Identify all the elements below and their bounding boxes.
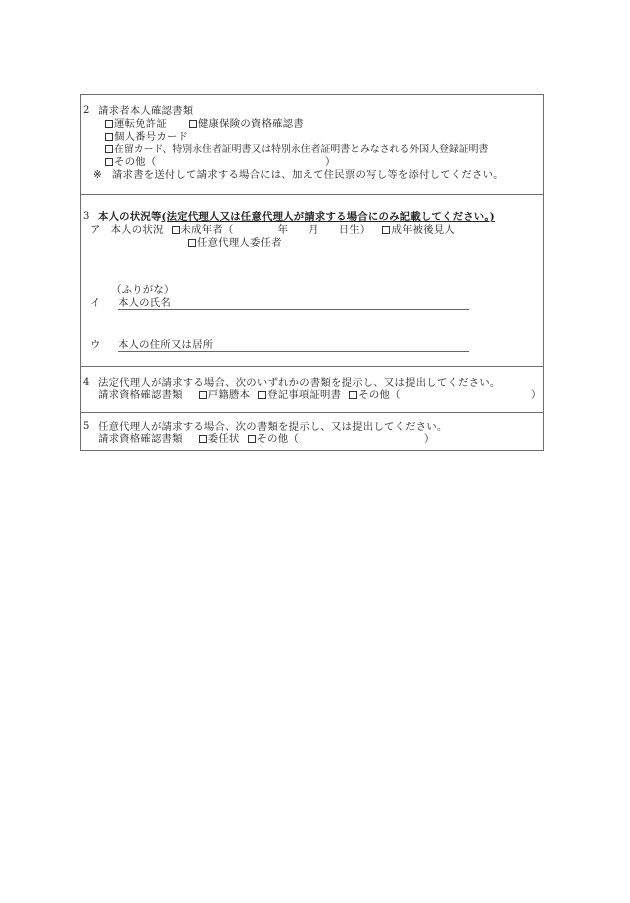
section-5-number: 5 (83, 421, 90, 432)
section-5-other-close-paren: ） (424, 433, 435, 445)
section-2-number: 2 (83, 105, 90, 116)
principal-name-label: 本人の氏名 (118, 297, 171, 309)
item-u-mark: ウ (90, 339, 101, 351)
principal-name-field[interactable] (118, 309, 469, 310)
voluntary-agent-principal-option[interactable]: 任意代理人委任者 (188, 237, 282, 249)
item-a-mark: ア (90, 224, 101, 236)
principal-address-label: 本人の住所又は居所 (118, 339, 214, 351)
checkbox-icon[interactable] (349, 391, 357, 399)
birth-year-label: 年 (277, 224, 289, 236)
section-2-other-close-paren: ） (325, 156, 336, 168)
reference-mark: ※ (93, 169, 102, 181)
section-3-heading (98, 211, 495, 223)
section-5-documents-row (98, 433, 299, 445)
registry-certificate-option[interactable]: 登記事項証明書 (258, 389, 341, 401)
section-2-other-option[interactable]: その他（ (105, 156, 156, 168)
section-3-number: 3 (83, 211, 90, 222)
checkbox-icon[interactable] (172, 226, 180, 234)
section-3-title: 本人の状況等 (98, 211, 162, 223)
residence-card-option[interactable]: 在留カード、特別永住者証明書又は特別永住者証明書とみなされる外国人登録証明書 (105, 144, 488, 156)
checkbox-icon[interactable] (258, 391, 266, 399)
power-of-attorney-option[interactable]: 委任状 (199, 433, 240, 445)
section-4-number: 4 (83, 377, 90, 388)
checkbox-icon[interactable] (199, 435, 207, 443)
checkbox-icon[interactable] (189, 120, 197, 128)
section-4-doc-label: 請求資格確認書類 (98, 389, 183, 401)
section-5-text: 任意代理人が請求する場合、次の書類を提示し、又は提出してください。 (98, 421, 448, 433)
checkbox-icon[interactable] (248, 435, 256, 443)
section-2-row-1 (105, 118, 304, 130)
checkbox-icon[interactable] (199, 391, 207, 399)
principal-status-row (90, 224, 455, 236)
section-4-documents-row (98, 389, 401, 401)
checkbox-icon[interactable] (188, 239, 196, 247)
family-register-option[interactable]: 戸籍謄本 (199, 389, 250, 401)
checkbox-icon[interactable] (105, 145, 113, 153)
adult-guardian-option[interactable]: 成年被後見人 (382, 224, 455, 236)
minor-option[interactable]: 未成年者（ (172, 224, 234, 236)
section-3-title-note: (法定代理人又は任意代理人が請求する場合にのみ記載してください。) (161, 211, 495, 223)
section-2-note: ※ 請求書を送付して請求する場合には、加えて住民票の写し等を添付してください。 (93, 169, 504, 181)
request-form-box (80, 94, 544, 451)
principal-address-field[interactable] (118, 351, 469, 352)
checkbox-icon[interactable] (105, 120, 113, 128)
checkbox-icon[interactable] (105, 158, 113, 166)
checkbox-icon[interactable] (105, 133, 113, 141)
birth-day-label: 日生） (338, 224, 371, 236)
furigana-label: （ふりがな） (111, 284, 175, 296)
section-divider (81, 194, 543, 195)
section-5-other-option[interactable]: その他（ (248, 433, 299, 445)
my-number-card-option[interactable]: 個人番号カード (105, 131, 188, 143)
section-4-text: 法定代理人が請求する場合、次のいずれかの書類を提示し、又は提出してください。 (98, 377, 501, 389)
item-a-label: 本人の状況 (110, 224, 164, 236)
section-2-title: 請求者本人確認書類 (98, 105, 194, 117)
item-i-mark: イ (90, 297, 101, 309)
health-insurance-option[interactable]: 健康保険の資格確認書 (189, 118, 304, 130)
section-divider (81, 366, 543, 367)
section-divider (81, 412, 543, 413)
section-4-other-close-paren: ） (531, 389, 542, 401)
drivers-license-option[interactable]: 運転免許証 (105, 118, 167, 130)
birth-month-label: 月 (308, 224, 319, 236)
section-4-other-option[interactable]: その他（ (349, 389, 400, 401)
checkbox-icon[interactable] (382, 226, 390, 234)
section-5-doc-label: 請求資格確認書類 (98, 433, 183, 445)
